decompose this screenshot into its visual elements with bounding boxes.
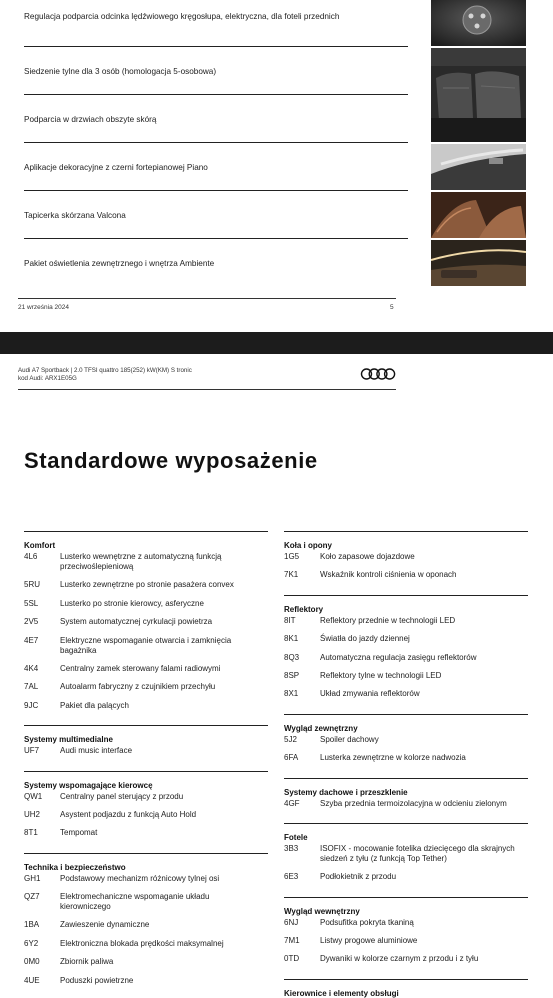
equipment-code: 4GF xyxy=(284,798,300,808)
equipment-row xyxy=(284,570,528,580)
divider xyxy=(24,142,408,143)
equipment-code: 9JC xyxy=(24,700,39,710)
equipment-row xyxy=(24,664,268,674)
equipment-column-left xyxy=(24,531,268,998)
equipment-row xyxy=(24,746,268,756)
leather-seats-photo xyxy=(431,192,526,238)
door-panel-photo xyxy=(431,144,526,190)
equipment-description: Poduszki powietrzne xyxy=(60,975,134,985)
equipment-row xyxy=(24,636,268,656)
equipment-code: QZ7 xyxy=(24,892,40,902)
equipment-row xyxy=(24,976,268,986)
equipment-description: Zawieszenie dynamiczne xyxy=(60,920,150,930)
equipment-description: Lusterko po stronie kierowcy, asferyczne xyxy=(60,598,204,608)
page-title: Standardowe wyposażenie xyxy=(24,448,318,473)
equipment-description: System automatycznej cyrkulacji powietrza xyxy=(60,617,213,627)
equipment-description: Reflektory przednie w technologii LED xyxy=(320,615,456,625)
equipment-row xyxy=(24,828,268,838)
equipment-description: Centralny zamek sterowany falami radiowymi xyxy=(60,663,221,673)
equipment-description: Elektroniczna blokada prędkości maksymalnej xyxy=(60,938,224,948)
equipment-row xyxy=(284,634,528,644)
equipment-code: 7M1 xyxy=(284,936,300,946)
footer-date: 21 września 2024 xyxy=(18,304,69,311)
equipment-row xyxy=(284,616,528,626)
model-name: Audi A7 Sportback xyxy=(18,367,69,374)
equipment-code: 0M0 xyxy=(24,957,40,967)
equipment-description: Wskaźnik kontroli ciśnienia w oponach xyxy=(320,570,457,580)
equipment-row xyxy=(24,552,268,572)
document-page-1 xyxy=(0,0,553,332)
equipment-description: Zbiornik paliwa xyxy=(60,957,114,967)
equipment-row xyxy=(284,735,528,745)
divider xyxy=(24,46,408,47)
equipment-row xyxy=(24,580,268,590)
divider xyxy=(24,190,408,191)
audi-code: kod Audi: ARX1E05G xyxy=(18,375,77,382)
equipment-code: GH1 xyxy=(24,873,41,883)
equipment-row xyxy=(284,552,528,562)
equipment-code: 6NJ xyxy=(284,917,299,927)
equipment-code: 8K1 xyxy=(284,634,299,644)
feature-item: Regulacja podparcia odcinka lędźwiowego kręgosłupa, elektryczna, dla foteli przednich xyxy=(24,12,340,21)
equipment-row xyxy=(24,617,268,627)
equipment-code: 8IT xyxy=(284,615,296,625)
equipment-code: 6FA xyxy=(284,753,299,763)
equipment-code: 4L6 xyxy=(24,552,38,561)
equipment-description: Audi music interface xyxy=(60,746,133,756)
equipment-code: 8T1 xyxy=(24,828,38,838)
equipment-code: 5RU xyxy=(24,580,41,590)
equipment-code: 4UE xyxy=(24,975,40,985)
equipment-code: 6Y2 xyxy=(24,938,39,948)
equipment-description: Podstawowy mechanizm różnicowy tylnej osi xyxy=(60,873,220,883)
section-spacer xyxy=(24,994,268,998)
equipment-code: 3B3 xyxy=(284,843,299,853)
page-number: 5 xyxy=(390,304,394,311)
equipment-row xyxy=(284,918,528,928)
feature-item: Aplikacje dekoracyjne z czerni fortepianowej Piano xyxy=(24,163,208,172)
equipment-row xyxy=(284,753,528,763)
equipment-description: Reflektory tylne w technologii LED xyxy=(320,670,442,680)
equipment-code: 8SP xyxy=(284,670,300,680)
equipment-row xyxy=(24,892,268,912)
equipment-row xyxy=(24,599,268,609)
equipment-code: 1G5 xyxy=(284,552,300,561)
equipment-row xyxy=(284,936,528,946)
equipment-description: Lusterko zewnętrzne po stronie pasażera convex xyxy=(60,580,234,590)
page-separator xyxy=(0,332,553,354)
equipment-description: ISOFIX - mocowanie fotelika dziecięcego dla skrajnych siedzeń z tyłu (z funkcją Top Tether) xyxy=(320,843,515,863)
equipment-row xyxy=(24,792,268,802)
equipment-description: Podłokietnik z przodu xyxy=(320,872,397,882)
section-title-kola-i-opony: Koła i opony xyxy=(284,541,332,550)
equipment-row xyxy=(284,954,528,964)
feature-item: Podparcia w drzwiach obszyte skórą xyxy=(24,115,157,124)
equipment-row xyxy=(284,653,528,663)
equipment-code: UF7 xyxy=(24,746,40,756)
equipment-description: Dywaniki w kolorze czarnym z przodu i z tyłu xyxy=(320,954,479,964)
equipment-code: 5J2 xyxy=(284,734,297,744)
footer-divider xyxy=(18,298,396,299)
equipment-description: Podsufitka pokryta tkaniną xyxy=(320,917,414,927)
equipment-row xyxy=(24,682,268,692)
equipment-code: UH2 xyxy=(24,809,41,819)
equipment-row xyxy=(284,844,528,864)
equipment-row xyxy=(24,810,268,820)
equipment-description: Listwy progowe aluminiowe xyxy=(320,936,418,946)
equipment-description: Centralny panel sterujący z przodu xyxy=(60,791,184,801)
section-title-fotele: Fotele xyxy=(284,832,308,842)
equipment-description: Spoiler dachowy xyxy=(320,734,379,744)
rear-seats-photo xyxy=(431,48,526,142)
section-title-technika-i-bezpieczenstwo: Technika i bezpieczeństwo xyxy=(24,862,126,872)
equipment-description: Układ zmywania reflektorów xyxy=(320,689,420,699)
equipment-code: 6E3 xyxy=(284,872,299,882)
equipment-row xyxy=(24,874,268,884)
equipment-description: Pakiet dla palących xyxy=(60,700,129,710)
model-header xyxy=(18,367,192,374)
equipment-column-right xyxy=(284,531,528,998)
equipment-description: Szyba przednia termoizolacyjna w odcieniu zielonym xyxy=(320,798,507,808)
equipment-description: Automatyczna regulacja zasięgu reflektorów xyxy=(320,652,477,662)
equipment-row xyxy=(284,689,528,699)
equipment-code: 8X1 xyxy=(284,689,299,699)
equipment-code: 8Q3 xyxy=(284,652,300,662)
equipment-code: 4E7 xyxy=(24,635,39,645)
section-title-wyglad-zewnetrzny: Wygląd zewnętrzny xyxy=(284,723,358,733)
ambient-lighting-photo xyxy=(431,240,526,286)
audi-rings-logo xyxy=(360,367,396,386)
section-title-reflektory: Reflektory xyxy=(284,604,324,614)
equipment-description: Asystent podjazdu z funkcją Auto Hold xyxy=(60,809,197,819)
equipment-description: Lusterko wewnętrzne z automatyczną funkcją przeciwoślepieniową xyxy=(60,552,222,571)
section-title-kierownice-i-elementy-obslugi: Kierownice i elementy obsługi xyxy=(284,988,399,998)
lumbar-control-photo xyxy=(431,0,526,46)
equipment-description: Elektromechaniczne wspomaganie układu kierowniczego xyxy=(60,892,210,912)
divider xyxy=(24,94,408,95)
equipment-description: Autoalarm fabryczny z czujnikiem przechyłu xyxy=(60,682,216,692)
equipment-row xyxy=(24,701,268,711)
equipment-description: Światła do jazdy dziennej xyxy=(320,634,410,644)
equipment-code: QW1 xyxy=(24,791,43,801)
feature-item: Siedzenie tylne dla 3 osób (homologacja 5-osobowa) xyxy=(24,67,217,76)
equipment-row xyxy=(24,920,268,930)
equipment-code: 2V5 xyxy=(24,617,39,627)
equipment-row xyxy=(24,957,268,967)
equipment-description: Koło zapasowe dojazdowe xyxy=(320,552,415,561)
section-title-systemy-multimedialne: Systemy multimedialne xyxy=(24,735,113,745)
equipment-code: 1BA xyxy=(24,920,40,930)
equipment-code: 0TD xyxy=(284,954,300,964)
divider xyxy=(24,238,408,239)
model-detail: | 2.0 TFSI quattro 185(252) kW(KM) S tronic xyxy=(68,367,192,374)
header-divider xyxy=(18,389,396,390)
feature-item: Pakiet oświetlenia zewnętrznego i wnętrza Ambiente xyxy=(24,259,215,268)
section-title-systemy-wspomagajace-kierowce: Systemy wspomagające kierowcę xyxy=(24,780,153,790)
equipment-code: 5SL xyxy=(24,598,39,608)
equipment-row xyxy=(284,872,528,882)
equipment-row xyxy=(284,671,528,681)
equipment-description: Elektryczne wspomaganie otwarcia i zamknięcia bagażnika xyxy=(60,635,232,655)
section-title-systemy-dachowe-i-przeszklenie: Systemy dachowe i przeszklenie xyxy=(284,787,408,797)
equipment-code: 7AL xyxy=(24,682,39,692)
equipment-description: Lusterka zewnętrzne w kolorze nadwozia xyxy=(320,753,466,763)
equipment-row xyxy=(284,799,528,809)
equipment-description: Tempomat xyxy=(60,828,98,838)
equipment-code: 7K1 xyxy=(284,570,299,580)
section-title-wyglad-wewnetrzny: Wygląd wewnętrzny xyxy=(284,906,360,916)
equipment-code: 4K4 xyxy=(24,663,39,673)
section-title-komfort: Komfort xyxy=(24,541,56,550)
equipment-row xyxy=(24,939,268,949)
feature-item: Tapicerka skórzana Valcona xyxy=(24,211,126,220)
